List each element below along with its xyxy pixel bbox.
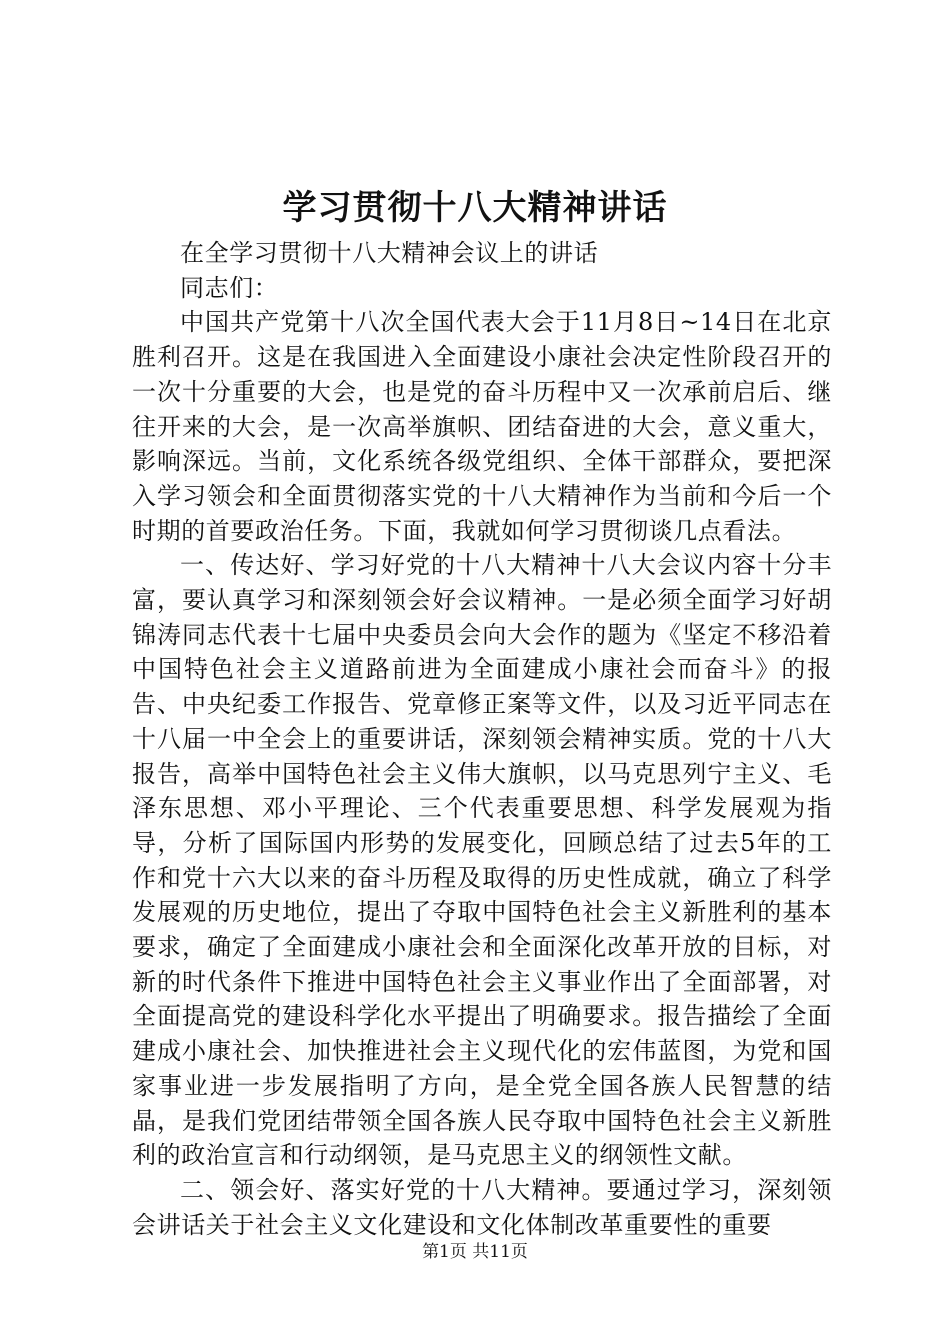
paragraph-heading: 在全学习贯彻十八大精神会议上的讲话: [180, 239, 599, 267]
paragraph-intro: 中国共产党第十八次全国代表大会于11月8日~14日在北京胜利召开。这是在我国进入全面建设小康社会决定性阶段召开的一次十分重要的大会，也是党的奋斗历程中又一次承前启后、继往开来的大会，是一次高举旗帜、团结奋进的大会，意义重大，影响深远。当前，文化系统各级党组织、全体干部群众，要把深入学习领会和全面贯彻落实党的十八大精神作为当前和今后一个时期的首要政治任务。下面，我就如何学习贯彻谈几点看法。: [132, 308, 832, 545]
paragraph-section-one: 一、传达好、学习好党的十八大精神十八大会议内容十分丰富，要认真学习和深刻领会好会议精神。一是必须全面学习好胡锦涛同志代表十七届中央委员会向大会作的题为《坚定不移沿着中国特色社会主义道路前进为全面建成小康社会而奋斗》的报告、中央纪委工作报告、党章修正案等文件，以及习近平同志在十八届一中全会上的重要讲话，深刻领会精神实质。党的十八大报告，高举中国特色社会主义伟大旗帜，以马克思列宁主义、毛泽东思想、邓小平理论、三个代表重要思想、科学发展观为指导，分析了国际国内形势的发展变化，回顾总结了过去5年的工作和党十六大以来的奋斗历程及取得的历史性成就，确立了科学发展观的历史地位，提出了夺取中国特色社会主义新胜利的基本要求，确定了全面建成小康社会和全面深化改革开放的目标，对新的时代条件下推进中国特色社会主义事业作出了全面部署，对全面提高党的建设科学化水平提出了明确要求。报告描绘了全面建成小康社会、加快推进社会主义现代化的宏伟蓝图，为党和国家事业进一步发展指明了方向，是全党全国各族人民智慧的结晶，是我们党团结带领全国各族人民夺取中国特色社会主义新胜利的政治宣言和行动纲领，是马克思主义的纲领性文献。: [132, 551, 832, 1170]
paragraph-section-two: 二、领会好、落实好党的十八大精神。要通过学习，深刻领会讲话关于社会主义文化建设和文化体制改革重要性的重要: [132, 1175, 832, 1239]
page-footer: 第1页 共11页: [422, 1242, 528, 1262]
document-title: 学习贯彻十八大精神讲话: [282, 188, 668, 228]
document-body: [132, 236, 832, 1242]
paragraph-salutation: 同志们：: [180, 273, 279, 302]
